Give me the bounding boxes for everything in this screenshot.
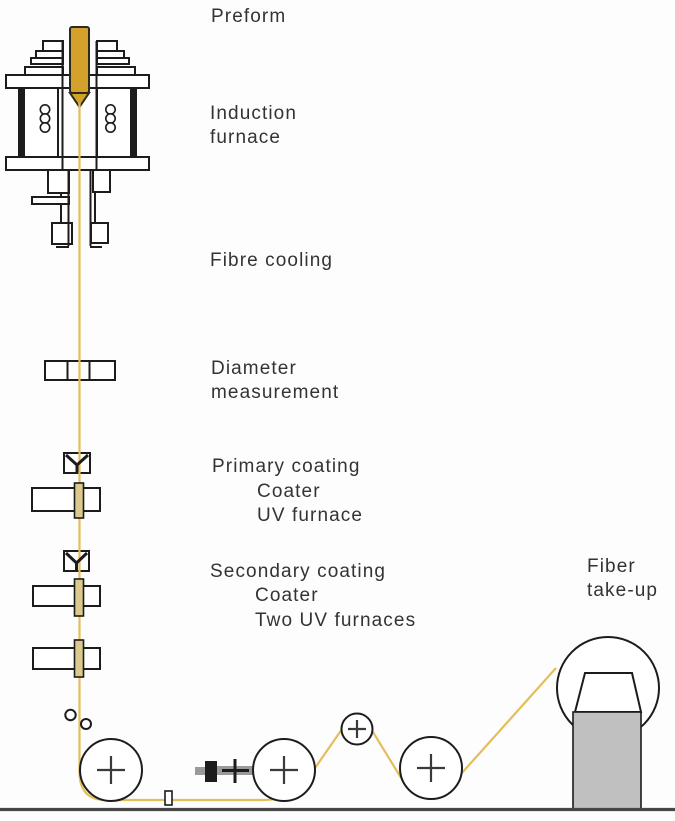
fiber-guide-block	[165, 791, 172, 805]
label-two-uv-furnaces: Two UV furnaces	[255, 610, 417, 631]
primary-coater-die	[75, 483, 84, 518]
label-induction-furnace	[210, 102, 297, 150]
label-diameter-measurement	[211, 357, 339, 405]
label-fiber-takeup	[587, 555, 658, 603]
label-primary-uv-furnace: UV furnace	[257, 505, 364, 526]
preform-body	[70, 27, 89, 93]
induction-coil-left	[40, 105, 49, 132]
coating-droplet	[81, 719, 91, 729]
label-diameter-line1: Diameter	[211, 358, 297, 379]
furnace-heater-bar-left	[19, 88, 25, 157]
capstan-pulley-1	[80, 739, 142, 801]
furnace-neck-block	[48, 170, 69, 193]
secondary-uv-furnace-2	[33, 648, 100, 669]
furnace-top-plate	[97, 41, 117, 51]
label-takeup-line2: take-up	[587, 580, 659, 601]
takeup-hub	[575, 673, 641, 712]
secondary-coater-die	[75, 579, 84, 616]
furnace-heater-bar-right	[130, 88, 136, 157]
shaft-coupling-cross	[222, 759, 249, 783]
furnace-outlet-block	[91, 223, 108, 243]
coil-turn	[40, 105, 49, 114]
induction-coil-right	[106, 105, 115, 132]
tension-pulley	[342, 714, 373, 745]
furnace-top-plate	[97, 67, 135, 75]
coil-turn	[40, 123, 49, 132]
furnace-top-plate	[36, 51, 63, 58]
furnace-top-plate	[43, 41, 63, 51]
motor-body	[205, 761, 217, 782]
furnace-side-arm	[32, 197, 69, 204]
fiber-path	[80, 103, 557, 800]
capstan-pulley-2	[253, 739, 315, 801]
motor-stub	[195, 767, 205, 775]
label-secondary-coating-title: Secondary coating	[210, 561, 387, 582]
coil-turn	[40, 114, 49, 123]
furnace-flange-bottom	[6, 157, 149, 170]
label-induction-line1: Induction	[210, 103, 298, 124]
label-primary-coating-title: Primary coating	[212, 456, 361, 477]
coil-turn	[106, 114, 115, 123]
furnace-top-plate	[25, 67, 63, 75]
coil-turn	[106, 123, 115, 132]
primary-uv-furnace	[32, 488, 100, 511]
furnace-top-plate	[31, 58, 63, 64]
label-primary-coater: Coater	[257, 481, 321, 502]
capstan-pulley-3	[400, 737, 462, 799]
takeup-stand	[573, 712, 641, 810]
capstan-drive-motor	[195, 759, 254, 783]
label-preform: Preform	[211, 6, 287, 27]
secondary-uv-furnace-1	[33, 586, 100, 606]
coil-turn	[106, 105, 115, 114]
secondary-uv-die	[75, 640, 84, 677]
label-takeup-line1: Fiber	[587, 556, 636, 577]
label-secondary-coater: Coater	[255, 585, 319, 606]
fiber-takeup-assembly	[557, 637, 659, 810]
furnace-top-plate	[97, 51, 124, 58]
label-fibre-cooling: Fibre cooling	[210, 250, 334, 271]
furnace-neck-block	[93, 170, 110, 192]
preform-rod	[70, 27, 89, 107]
furnace-top-plate	[97, 58, 129, 64]
label-induction-line2: furnace	[210, 127, 282, 148]
label-diameter-line2: measurement	[211, 382, 340, 403]
coating-droplet	[65, 710, 75, 720]
